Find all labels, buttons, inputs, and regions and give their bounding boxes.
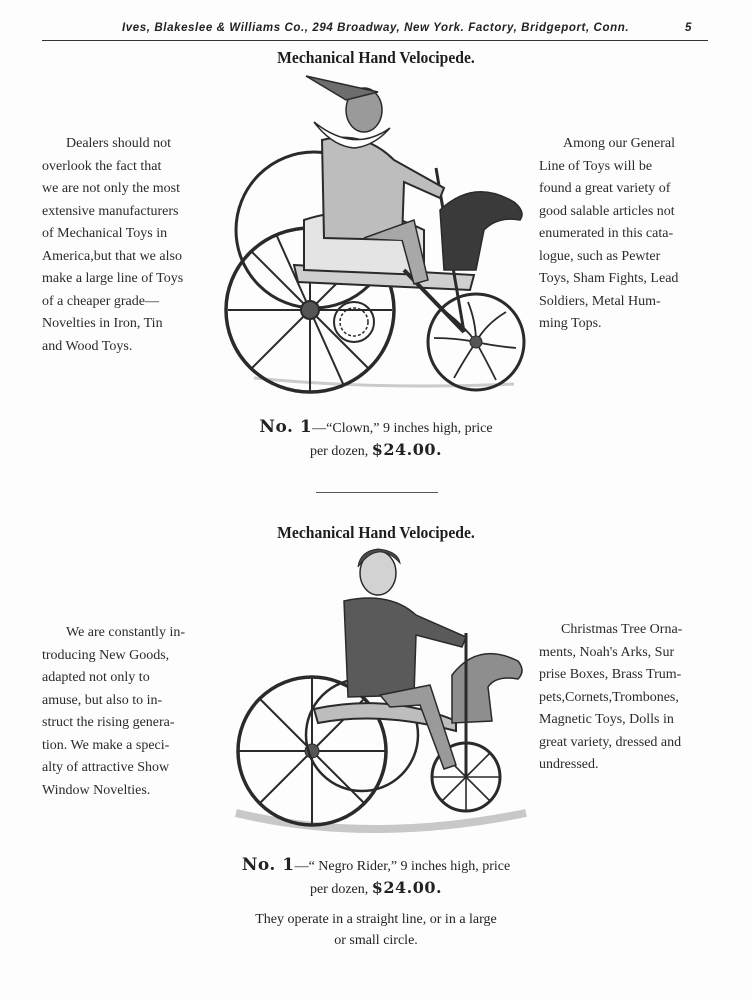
text-line: and Wood Toys. [42,338,133,354]
item-description: —“ Negro Rider,” 9 inches high, price [294,859,511,874]
item-number: No. 1 [259,417,313,437]
section2-title: Mechanical Hand Velocipede. [277,523,475,542]
item-number: No. 1 [241,855,295,875]
text-line: We are constantly in- [66,625,185,640]
text-line: enumerated in this cata- [539,226,674,241]
section1-title: Mechanical Hand Velocipede. [277,48,475,67]
text-line: Toys, Sham Fights, Lead [539,271,679,286]
text-line: pets,Cornets,Trombones, [539,689,679,705]
text-line: of a cheaper grade— [42,293,159,309]
text-line: extensive manufacturers [42,203,179,219]
header-text: Ives, Blakeslee & Williams Co., 294 Broadway, New York. Factory, Bridgeport, Conn. [122,22,630,34]
caption-line1 [0,417,752,439]
item-price: $24.00. [371,440,443,459]
text-line: great variety, dressed and [539,734,682,750]
section1-caption [0,417,752,462]
text-line: struct the rising genera- [42,715,175,730]
section1-left-paragraph [42,133,214,358]
note-line2: or small circle. [334,933,418,948]
text-line: found a great variety of [539,181,671,196]
price-label: per dozen, [309,444,369,459]
text-line: undressed. [539,757,599,772]
text-line: America,but that we also [42,248,182,264]
text-line: good salable articles not [539,203,675,219]
text-line: overlook the fact that [42,158,162,174]
text-line: amuse, but also to in- [42,692,163,708]
text-line: Soldiers, Metal Hum- [539,293,661,309]
text-line: Window Novelties. [42,782,151,798]
caption-line2 [0,877,752,900]
text-line: make a large line of Toys [42,271,184,286]
text-line: ming Tops. [539,316,602,331]
text-line: Magnetic Toys, Dolls in [539,712,674,727]
text-line: tion. We make a speci- [42,737,170,753]
text-line: Dealers should not [66,136,171,151]
text-line: adapted not only to [42,670,150,685]
text-line: we are not only the most [42,181,181,196]
text-line: Novelties in Iron, Tin [42,316,163,331]
price-label: per dozen, [309,882,369,897]
page-number: 5 [685,22,692,34]
text-line: of Mechanical Toys in [42,226,168,241]
text-line: alty of attractive Show [42,760,170,775]
note-line1: They operate in a straight line, or in a large [255,912,497,927]
text-line: ments, Noah's Arks, Sur [539,644,675,660]
section-divider [316,492,438,493]
rider-velocipede-illustration [230,545,530,845]
item-description: —“Clown,” 9 inches high, price [312,421,493,436]
text-line: Line of Toys will be [539,158,653,174]
item-price: $24.00. [371,878,443,897]
section2-left-paragraph [42,622,214,802]
running-header [42,18,708,41]
clown-velocipede-illustration [214,70,540,400]
section2-caption [0,855,752,900]
section2-right-paragraph [539,619,711,777]
operation-note [0,909,752,951]
text-line: logue, such as Pewter [539,248,661,264]
text-line: prise Boxes, Brass Trum- [539,667,682,682]
caption-line1 [0,855,752,877]
caption-line2 [0,439,752,462]
text-line: Among our General [563,136,675,151]
section1-right-paragraph [539,133,709,336]
text-line: Christmas Tree Orna- [561,622,683,637]
text-line: troducing New Goods, [42,647,170,663]
